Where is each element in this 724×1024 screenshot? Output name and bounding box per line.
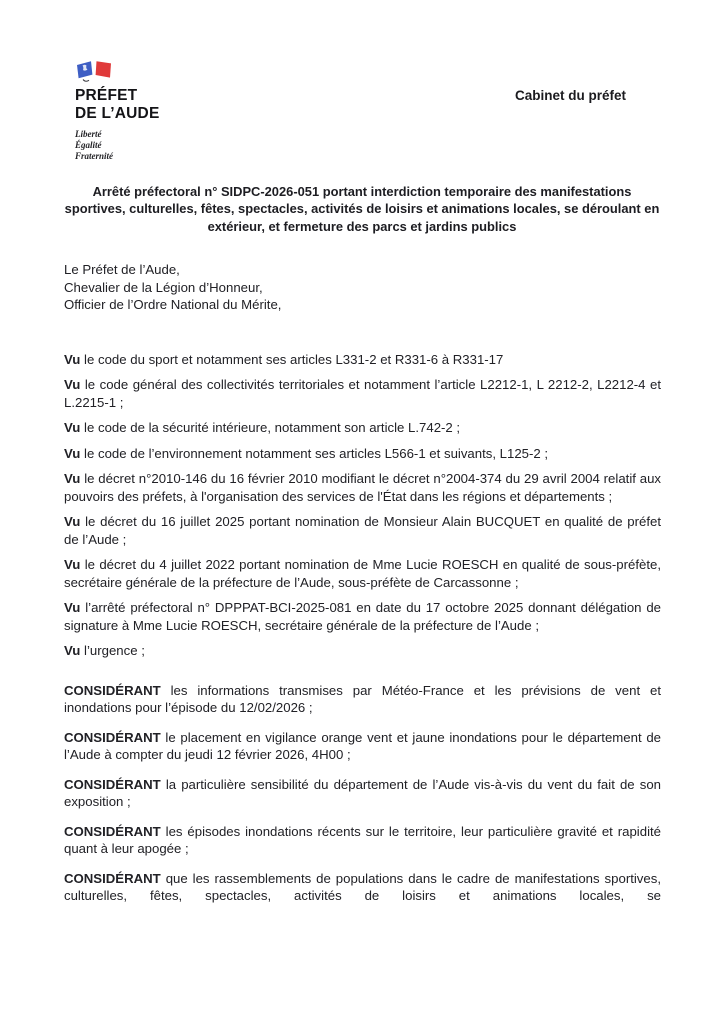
- prefecture-logo-block: [75, 58, 159, 162]
- motto-egalite: Égalité: [75, 140, 102, 150]
- considerant-paragraph: [64, 823, 661, 858]
- considerant-keyword: CONSIDÉRANT: [64, 823, 161, 839]
- vu-paragraph: [64, 376, 661, 411]
- vu-keyword: Vu: [64, 420, 81, 435]
- signatory-titles: [64, 261, 661, 314]
- considerant-text: les épisodes inondations récents sur le territoire, leur particulière gravité et rapidité quant à leur apogée ;: [64, 823, 661, 856]
- vu-paragraph: [64, 642, 661, 660]
- vu-paragraph: [64, 599, 661, 634]
- signatory-line: Chevalier de la Légion d’Honneur,: [64, 279, 263, 295]
- considerant-text: le placement en vigilance orange vent et jaune inondations pour le département de l’Aude à compter du jeudi 12 février 2026, 4H00 ;: [64, 729, 661, 762]
- considerant-paragraph: [64, 682, 661, 717]
- vu-text: le décret du 16 juillet 2025 portant nomination de Monsieur Alain BUCQUET en qualité de préfet de l’Aude ;: [64, 514, 661, 547]
- considerant-keyword: CONSIDÉRANT: [64, 870, 161, 886]
- vu-paragraph: [64, 556, 661, 591]
- considerant-keyword: CONSIDÉRANT: [64, 682, 161, 698]
- vu-text: le code du sport et notamment ses articles L331-2 et R331-6 à R331-17: [84, 351, 504, 367]
- issuing-office: Cabinet du préfet: [514, 88, 626, 103]
- republic-motto: [75, 129, 159, 162]
- vu-keyword: Vu: [64, 557, 81, 572]
- vu-paragraph: [64, 470, 661, 505]
- considerant-paragraph: [64, 729, 661, 764]
- considerant-text: que les rassemblements de populations dans le cadre de manifestations sportives, culturelles, fêtes, spectacles, activités de loisirs et animations locales, se: [64, 870, 661, 903]
- vu-paragraph: [64, 445, 661, 463]
- document-title: Arrêté préfectoral n° SIDPC-2026-051 portant interdiction temporaire des manifestations sportives, culturelles, fêtes, spectacles, activités de loisirs et animations locales, se déroulant en extérieur, et fermeture des parcs et jardins publics: [64, 184, 660, 234]
- motto-fraternite: Fraternité: [75, 151, 114, 161]
- signatory-line: Le Préfet de l’Aude,: [64, 262, 180, 277]
- vu-paragraph: [64, 513, 661, 548]
- vu-keyword: Vu: [64, 600, 81, 615]
- vu-keyword: Vu: [64, 643, 81, 658]
- vu-text: l’arrêté préfectoral n° DPPPAT-BCI-2025-081 en date du 17 octobre 2025 donnant délégation de signature à Mme Lucie ROESCH, secrétaire générale de la préfecture de l’Aude ;: [64, 600, 661, 633]
- vu-text: le code de l’environnement notamment ses articles L566-1 et suivants, L125-2 ;: [84, 445, 549, 461]
- vu-keyword: Vu: [64, 471, 81, 486]
- considerant-text: la particulière sensibilité du département de l’Aude vis-à-vis du vent du fait de son exposition ;: [64, 776, 661, 809]
- marianne-flag-icon: [75, 58, 115, 84]
- considerant-keyword: CONSIDÉRANT: [64, 729, 161, 745]
- agency-name-line1: PRÉFET: [75, 87, 138, 104]
- vu-keyword: Vu: [64, 377, 81, 392]
- vu-keyword: Vu: [64, 445, 81, 461]
- motto-liberte: Liberté: [75, 129, 102, 139]
- agency-name-line2: DE L’AUDE: [75, 104, 160, 122]
- signatory-line: Officier de l’Ordre National du Mérite,: [64, 297, 282, 312]
- vu-paragraph: [64, 419, 661, 437]
- vu-text: l’urgence ;: [84, 643, 145, 658]
- vu-text: le décret du 4 juillet 2022 portant nomination de Mme Lucie ROESCH en qualité de sous-préfète, secrétaire générale de la préfecture de l’Aude, sous-préfète de Carcassonne ;: [64, 557, 661, 590]
- considerant-paragraph: [64, 870, 661, 905]
- considerant-text: les informations transmises par Météo-France et les prévisions de vent et inondations pour l’épisode du 12/02/2026 ;: [64, 682, 662, 715]
- vu-text: le code général des collectivités territoriales et notamment l’article L2212-1, L 2212-2, L2212-4 et L.2215-1 ;: [64, 377, 661, 410]
- vu-keyword: Vu: [64, 514, 81, 529]
- considerant-paragraph: [64, 776, 661, 811]
- document-body: [64, 261, 661, 917]
- vu-clauses: [64, 351, 661, 660]
- vu-paragraph: [64, 351, 661, 369]
- considerant-keyword: CONSIDÉRANT: [64, 776, 161, 792]
- considerant-clauses: [64, 682, 661, 905]
- vu-text: le code de la sécurité intérieure, notamment son article L.742-2 ;: [84, 420, 461, 435]
- vu-text: le décret n°2010-146 du 16 février 2010 modifiant le décret n°2004-374 du 29 avril 2004 relatif aux pouvoirs des préfets, à l'organisation des services de l'État dans les régions et départements ;: [64, 471, 661, 504]
- vu-keyword: Vu: [64, 351, 81, 367]
